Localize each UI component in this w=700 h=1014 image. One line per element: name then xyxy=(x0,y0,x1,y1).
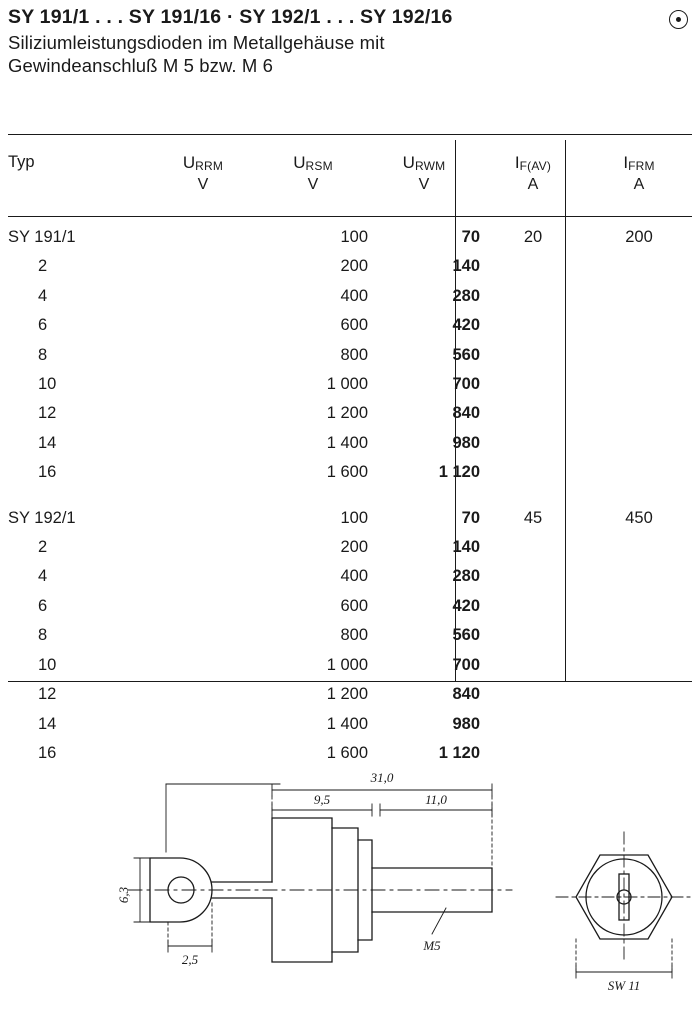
cell-ursm: 400 xyxy=(340,567,368,586)
cell-typ: 16 xyxy=(38,463,57,482)
table-row xyxy=(8,504,692,533)
cell-ursm: 1 400 xyxy=(326,714,368,733)
urrm-subscript: RRM xyxy=(195,159,224,173)
cell-urrm xyxy=(148,223,258,252)
cell-typ: 4 xyxy=(38,286,48,305)
column-header-ursm xyxy=(258,140,368,223)
cell-urrm xyxy=(148,533,258,562)
cell-ursm: 1 400 xyxy=(326,433,368,452)
cell-typ: 2 xyxy=(38,257,48,276)
cell-typ: 4 xyxy=(38,567,48,586)
urrm-symbol: U xyxy=(182,153,196,172)
cell-urrm xyxy=(148,370,258,399)
cell-typ: 8 xyxy=(38,626,48,645)
cell-ifav-group1: 20 xyxy=(523,228,543,246)
cell-ifav-group2: 45 xyxy=(523,508,543,527)
cell-urrm xyxy=(148,458,258,487)
cell-ursm: 400 xyxy=(340,286,368,305)
column-header-ifrm xyxy=(586,140,692,223)
cell-urwm: 840 xyxy=(452,685,480,704)
cell-urwm: 700 xyxy=(452,655,480,674)
cell-ursm: 1 000 xyxy=(326,375,368,394)
ifav-symbol: I xyxy=(514,153,520,172)
dim-label-hole-dia: 2,5 xyxy=(181,952,199,967)
cell-typ: 6 xyxy=(38,316,48,335)
parameters-table xyxy=(8,140,692,768)
ifrm-symbol: I xyxy=(623,153,629,172)
cell-urrm xyxy=(148,429,258,458)
dim-label-across-flats: SW 11 xyxy=(607,978,641,993)
cell-urrm xyxy=(148,311,258,340)
cell-urrm xyxy=(148,252,258,281)
ursm-unit: V xyxy=(307,175,319,193)
cell-urrm xyxy=(148,504,258,533)
cell-typ: SY 191/1 xyxy=(8,228,76,246)
ursm-subscript: RSM xyxy=(305,159,333,173)
dim-label-total-length: 31,0 xyxy=(370,770,394,785)
urwm-subscript: RWM xyxy=(414,159,446,173)
page-subtitle xyxy=(8,31,692,78)
cell-urwm: 140 xyxy=(452,257,480,276)
ifav-subscript: F(AV) xyxy=(519,159,552,173)
cell-ursm: 600 xyxy=(340,596,368,615)
cell-typ: 8 xyxy=(38,345,48,364)
cell-ursm: 200 xyxy=(340,257,368,276)
cell-ursm: 800 xyxy=(340,626,368,645)
column-header-ifav xyxy=(480,140,586,223)
urwm-unit: V xyxy=(418,175,430,193)
cell-typ: 10 xyxy=(38,375,57,394)
page-header xyxy=(8,6,692,78)
cell-urwm: 70 xyxy=(461,508,480,527)
column-header-urwm xyxy=(368,140,480,223)
cell-urrm xyxy=(148,282,258,311)
cell-urwm: 840 xyxy=(452,404,480,423)
cell-ursm: 1 200 xyxy=(326,404,368,423)
ifav-unit: A xyxy=(527,175,539,193)
dim-total-length xyxy=(272,784,492,868)
cell-typ: 14 xyxy=(38,433,57,452)
urwm-symbol: U xyxy=(402,153,415,172)
dim-label-body-length: 9,5 xyxy=(313,792,331,807)
cell-typ: 10 xyxy=(38,655,57,674)
dim-label-thread-length: 11,0 xyxy=(425,792,447,807)
cell-urrm xyxy=(148,341,258,370)
cell-urwm: 560 xyxy=(452,626,480,645)
cell-typ: 14 xyxy=(38,714,57,733)
end-view xyxy=(556,832,692,978)
table-header-row xyxy=(8,140,692,223)
page-title: SY 191/1 . . . SY 191/16 · SY 192/1 . . . SY 192/16 xyxy=(8,6,453,28)
cell-ifrm-group1: 200 xyxy=(625,228,653,246)
cell-urrm xyxy=(148,399,258,428)
cell-urwm: 980 xyxy=(452,433,480,452)
cell-urwm: 980 xyxy=(452,714,480,733)
page-subtitle-line1: Siliziumleistungsdioden im Metallgehäuse mit xyxy=(8,32,385,53)
technical-drawing xyxy=(0,700,700,1014)
cell-urrm xyxy=(148,592,258,621)
cell-typ: 12 xyxy=(38,685,57,704)
urrm-unit: V xyxy=(197,175,209,193)
ifrm-subscript: FRM xyxy=(628,159,655,173)
drawing-svg xyxy=(0,700,700,1014)
cell-urwm: 280 xyxy=(452,567,480,586)
table-row xyxy=(8,223,692,252)
cell-urrm xyxy=(148,562,258,591)
cell-urwm: 70 xyxy=(461,228,480,246)
page-subtitle-line2: Gewindeanschluß M 5 bzw. M 6 xyxy=(8,55,273,77)
cell-urwm: 420 xyxy=(452,596,480,615)
cell-ursm: 1 600 xyxy=(326,463,368,482)
dim-label-tab-width: 6,3 xyxy=(116,886,131,904)
cell-ursm: 100 xyxy=(340,228,368,246)
cell-typ: 2 xyxy=(38,538,48,557)
cell-typ: SY 192/1 xyxy=(8,508,76,527)
cell-typ: 16 xyxy=(38,743,57,762)
cell-ursm: 800 xyxy=(340,345,368,364)
cell-urrm xyxy=(148,651,258,680)
cell-urrm xyxy=(148,621,258,650)
table-top-rule xyxy=(8,134,692,135)
cell-ursm: 1 000 xyxy=(326,655,368,674)
cell-ursm: 100 xyxy=(340,508,368,527)
cell-ifrm-group2: 450 xyxy=(625,508,653,527)
cell-urwm: 420 xyxy=(452,316,480,335)
cell-ursm: 1 600 xyxy=(326,743,368,762)
cell-typ: 12 xyxy=(38,404,57,423)
dim-label-thread: M5 xyxy=(423,938,441,953)
cell-urwm: 280 xyxy=(452,286,480,305)
column-header-typ: Typ xyxy=(8,153,35,171)
cell-urwm: 1 120 xyxy=(438,743,480,762)
dim-extension-lines xyxy=(166,784,280,852)
registered-dot-icon xyxy=(669,10,688,29)
cell-typ: 6 xyxy=(38,596,48,615)
cell-ursm: 600 xyxy=(340,316,368,335)
ifrm-unit: A xyxy=(633,175,645,193)
ursm-symbol: U xyxy=(293,153,306,172)
cell-urwm: 140 xyxy=(452,538,480,557)
cell-urwm: 700 xyxy=(452,375,480,394)
cell-urwm: 1 120 xyxy=(438,463,480,482)
cell-urwm: 560 xyxy=(452,345,480,364)
cell-ursm: 1 200 xyxy=(326,685,368,704)
column-header-urrm xyxy=(148,140,258,223)
cell-ursm: 200 xyxy=(340,538,368,557)
table-group-gap xyxy=(8,488,692,504)
